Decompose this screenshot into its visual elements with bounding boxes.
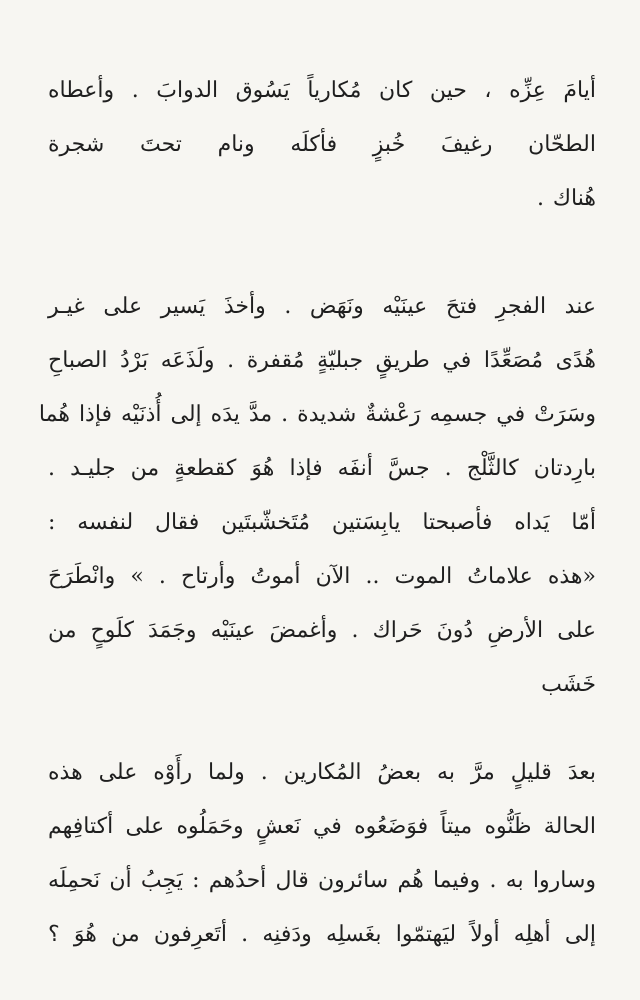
text-line: هُناك .	[536, 186, 596, 211]
text-line: بارِدتان كالثَّلْج . جسَّ أنفَه فإذا هُوَ كقطعةٍ من جليـد .	[48, 456, 596, 481]
paragraph-2	[38, 280, 596, 712]
text-line: على الأرضِ دُونَ حَراك . وأغمضَ عينَيْه وجَمَدَ كلَوحٍ من	[48, 618, 596, 643]
text-line: وسَرَتْ في جسمِه رَعْشةٌ شديدة . مدَّ يدَه إلى أُذنَيْه فإذا هُما	[38, 402, 596, 427]
text-line: وساروا به . وفيما هُم سائرون قال أحدُهم : يَجِبُ أن نَحمِلَه	[48, 868, 596, 893]
text-line: إلى أهلِه أولاً ليَهتمّوا بغَسلِه ودَفنِه . أتَعرِفون من هُوَ ؟	[48, 922, 596, 947]
text-line: بعدَ قليلٍ مرَّ به بعضُ المُكارين . ولما رأَوْه على هذه	[48, 760, 596, 785]
paragraph-1	[48, 64, 596, 226]
text-line: هُدًى مُصَعِّدًا في طريقٍ جبليّةٍ مُقفرة . ولَذَعَه بَرْدُ الصباحِ	[48, 348, 596, 373]
text-line: الطحّان رغيفَ خُبزٍ فأكلَه ونام تحتَ شجرة	[48, 132, 596, 157]
text-line: الحالة ظَنُّوه ميتاً فوَضَعُوه في نَعشٍ وحَمَلُوه على أكتافِهم	[48, 814, 596, 839]
text-line: أمّا يَداه فأصبحتا يابِسَتين مُتَخشّبتَين فقال لنفسه :	[48, 510, 596, 535]
text-line: «هذه علاماتُ الموت .. الآن أموتُ وأرتاح . » وانْطَرَحَ	[48, 564, 596, 589]
text-line: عند الفجرِ فتحَ عينَيْه ونَهَض . وأخذَ يَسير على غيـر	[48, 294, 596, 319]
paragraph-3	[48, 746, 596, 962]
text-line: خَشَب	[541, 672, 596, 697]
text-line: أيامَ عِزِّه ، حين كان مُكارياً يَسُوق الدوابَ . وأعطاه	[48, 78, 596, 103]
